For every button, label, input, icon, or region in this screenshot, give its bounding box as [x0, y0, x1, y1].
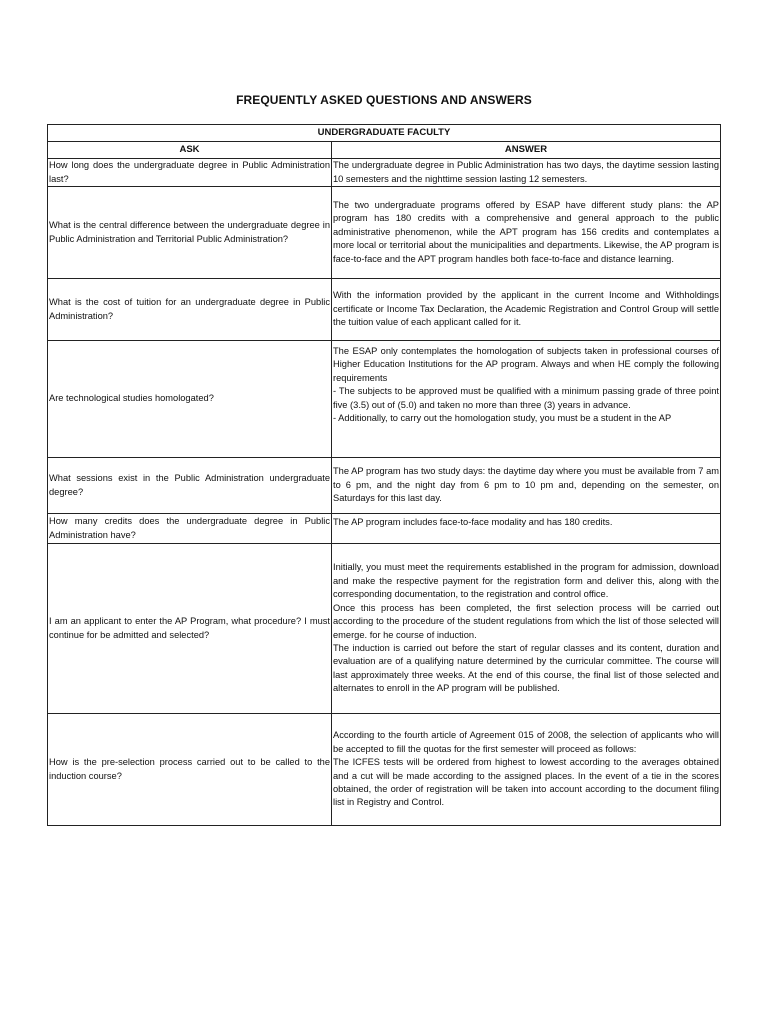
- answer-cell: The AP program includes face-to-face modality and has 180 credits.: [332, 514, 721, 544]
- answer-paragraph: - The subjects to be approved must be qualified with a minimum passing grade of three point five (3.5) out of (5.0) and taken no more than three (3) years in advance.: [333, 386, 719, 410]
- question-cell: How many credits does the undergraduate degree in Public Administration have?: [48, 514, 332, 544]
- section-header-row: [48, 125, 721, 142]
- question-cell: What sessions exist in the Public Administration undergraduate degree?: [48, 458, 332, 514]
- page-title: FREQUENTLY ASKED QUESTIONS AND ANSWERS: [236, 93, 532, 107]
- answer-cell: The undergraduate degree in Public Administration has two days, the daytime session lasting 10 semesters and the nighttime session lasting 12 semesters.: [332, 159, 721, 187]
- answer-cell: [332, 341, 721, 458]
- table-row: [48, 279, 721, 341]
- answer-cell: With the information provided by the applicant in the current Income and Withholdings certificate or Income Tax Declaration, the Academic Registration and Control Group will settle the tuition value of each applicant called for it.: [332, 279, 721, 341]
- answer-paragraph: - Additionally, to carry out the homologation study, you must be a student in the AP: [333, 413, 672, 424]
- answer-paragraph: The ESAP only contemplates the homologation of subjects taken in professional courses of Higher Education Institutions for the AP program. Always and when HE comply the following requirements: [333, 346, 719, 383]
- column-header-row: [48, 142, 721, 159]
- column-header-ask: ASK: [48, 142, 332, 159]
- answer-paragraph: The induction is carried out before the start of regular classes and its content, duration and evaluation are of a qualifying nature determined by the curricular committee. The course will last approximately three weeks. At the end of this course, the final list of those selected and alternates to enroll in the AP program will be published.: [333, 642, 719, 694]
- answer-paragraph: Once this process has been completed, the first selection process will be carried out according to the procedure of the student regulations from which the list of those selected will emerge. for he course of induction.: [333, 602, 719, 640]
- table-row: [48, 458, 721, 514]
- question-cell: How long does the undergraduate degree in Public Administration last?: [48, 159, 332, 187]
- answer-cell: [332, 544, 721, 714]
- answer-cell: The AP program has two study days: the daytime day where you must be available from 7 am to 6 pm, and the night day from 6 pm to 10 pm and, depending on the semester, on Saturdays for this last day.: [332, 458, 721, 514]
- question-cell: What is the central difference between the undergraduate degree in Public Administration and Territorial Public Administration?: [48, 187, 332, 279]
- faq-table: [47, 124, 721, 826]
- table-row: [48, 159, 721, 187]
- question-cell: What is the cost of tuition for an undergraduate degree in Public Administration?: [48, 279, 332, 341]
- table-row: [48, 514, 721, 544]
- question-cell: I am an applicant to enter the AP Program, what procedure? I must continue for be admitted and selected?: [48, 544, 332, 714]
- table-row: [48, 544, 721, 714]
- section-title: UNDERGRADUATE FACULTY: [48, 125, 721, 142]
- table-row: [48, 714, 721, 826]
- question-cell: Are technological studies homologated?: [48, 341, 332, 458]
- answer-cell: [332, 714, 721, 826]
- answer-paragraph: The ICFES tests will be ordered from highest to lowest according to the averages obtained and a cut will be made according to the assigned places. In the event of a tie in the scores obtained, the order of registration will be taken into account according to the document filing list in Registry and Control.: [333, 757, 719, 808]
- table-row: [48, 187, 721, 279]
- column-header-answer: ANSWER: [332, 142, 721, 159]
- answer-paragraph: Initially, you must meet the requirements established in the program for admission, download and make the respective payment for the registration form and deliver this, along with the corresponding documentation, to the registration and control office.: [333, 562, 719, 600]
- question-cell: How is the pre-selection process carried out to be called to the induction course?: [48, 714, 332, 826]
- answer-cell: The two undergraduate programs offered by ESAP have different study plans: the AP program has 180 credits with a comprehensive and general approach to the public administrative phenomenon, while the APT program has 156 credits and contemplates a more local or territorial about the municipalities and departments. Likewise, the AP program is face-to-face and the APT program handles both face-to-face and distance learning.: [332, 187, 721, 279]
- answer-paragraph: According to the fourth article of Agreement 015 of 2008, the selection of applicants who will be accepted to fill the quotas for the first semester will proceed as follows:: [333, 730, 719, 754]
- table-row: [48, 341, 721, 458]
